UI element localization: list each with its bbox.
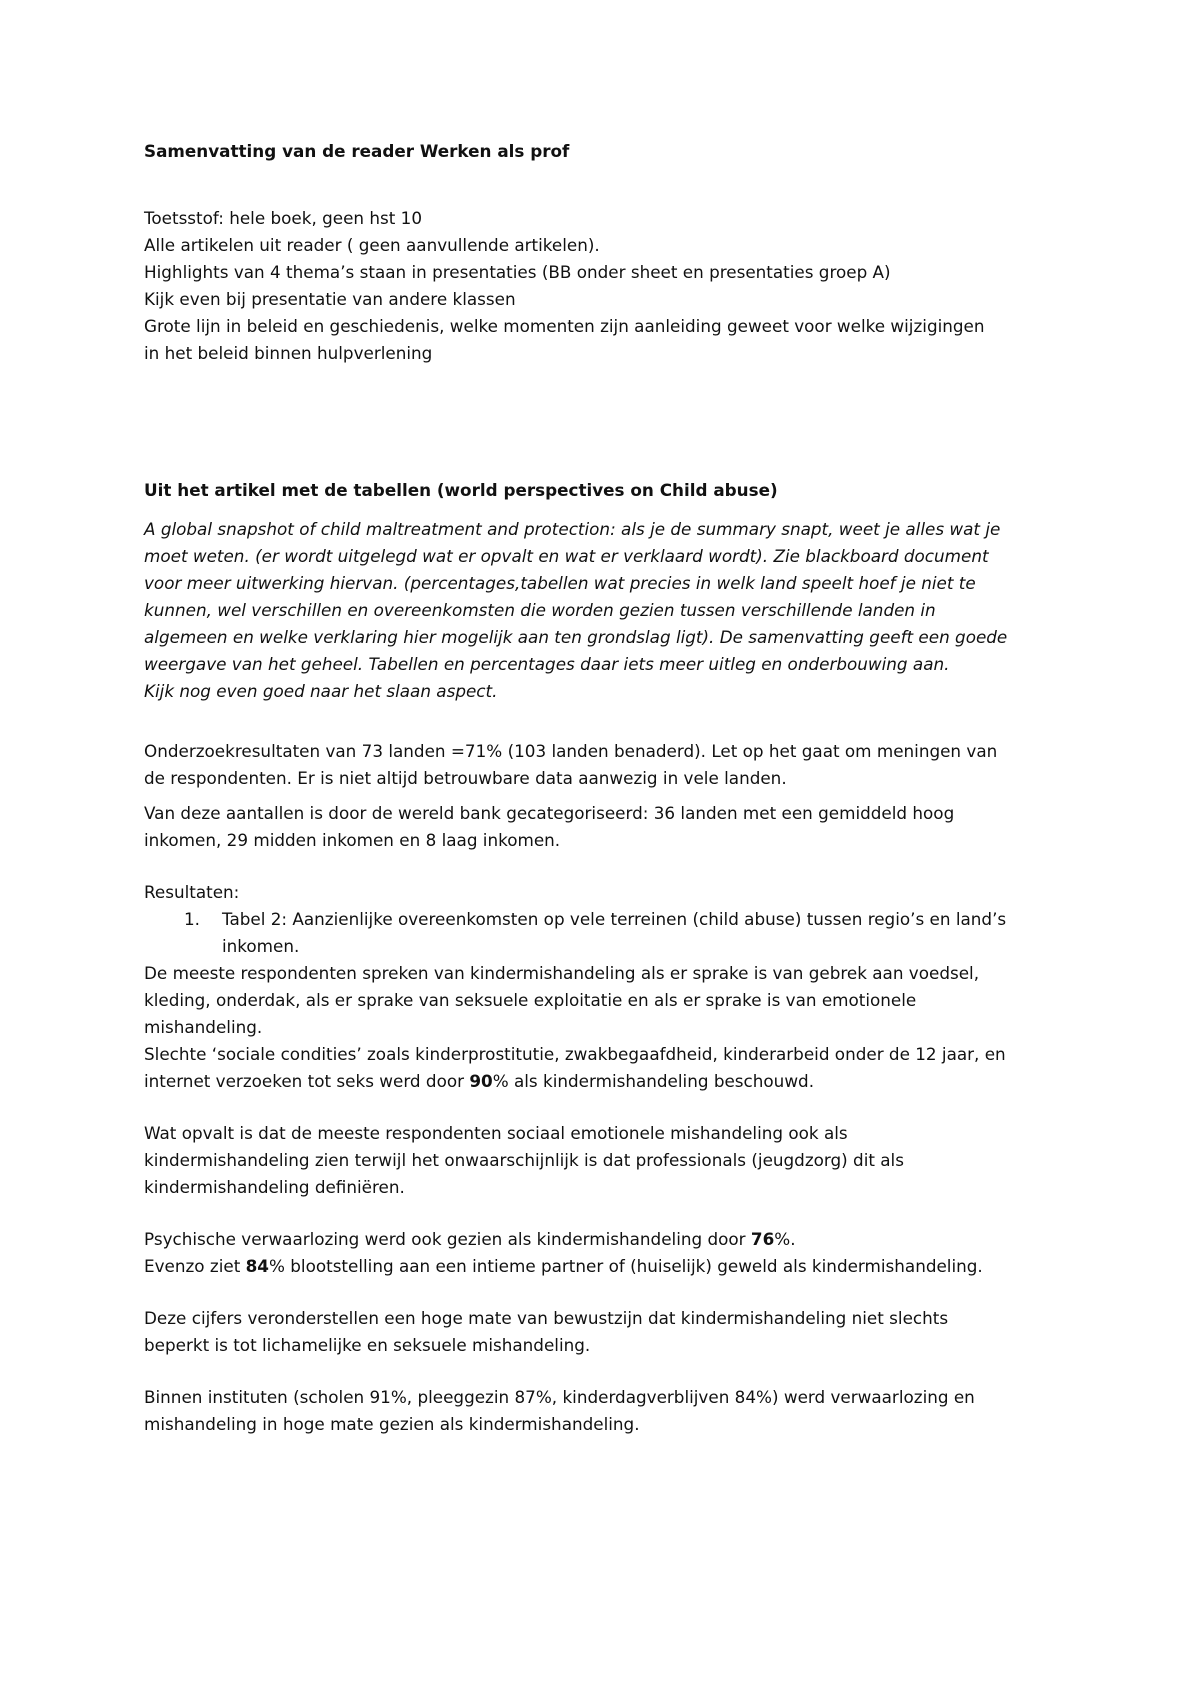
italic-line: A global snapshot of child maltreatment and protection: als je de summary snapt, weet je alles wat je — [144, 519, 1001, 539]
paragraph-line: de respondenten. Er is niet altijd betrouwbare data aanwezig in vele landen. — [144, 768, 787, 788]
spacer — [144, 1280, 1080, 1305]
spacer — [144, 1201, 1080, 1226]
list-number: 1. — [184, 909, 201, 929]
spacer — [144, 792, 1080, 800]
paragraph-line: Wat opvalt is dat de meeste respondenten sociaal emotionele mishandeling ook als — [144, 1123, 848, 1143]
italic-line: Kijk nog even goed naar het slaan aspect. — [144, 681, 498, 701]
list-text — [184, 906, 1080, 960]
paragraph-line: mishandeling in hoge mate gezien als kindermishandeling. — [144, 1414, 640, 1434]
spacer — [144, 1095, 1080, 1120]
text-run: % als kindermishandeling beschouwd. — [492, 1071, 815, 1091]
intro-line: Grote lijn in beleid en geschiedenis, welke momenten zijn aanleiding geweet voor welke wijzigingen — [144, 316, 985, 336]
paragraph-line: inkomen, 29 midden inkomen en 8 laag inkomen. — [144, 830, 561, 850]
social-conditions-paragraph — [144, 1041, 1080, 1095]
world-bank-paragraph — [144, 800, 1080, 854]
intro-paragraph — [144, 205, 1080, 367]
paragraph-line: Onderzoekresultaten van 73 landen =71% (103 landen benaderd). Let op het gaat om meningen van — [144, 741, 998, 761]
highlight-number: 76 — [750, 1229, 775, 1249]
paragraph-line: Deze cijfers veronderstellen een hoge mate van bewustzijn dat kindermishandeling niet slechts — [144, 1308, 949, 1328]
document-title: Samenvatting van de reader Werken als prof — [144, 141, 570, 161]
spacer — [144, 367, 1080, 477]
paragraph-line: Slechte ‘sociale condities’ zoals kinderprostitutie, zwakbegaafdheid, kinderarbeid onder de 12 jaar, en — [144, 1044, 1006, 1064]
paragraph-line: mishandeling. — [144, 1017, 263, 1037]
spacer — [144, 730, 1080, 738]
section-heading: Uit het artikel met de tabellen (world perspectives on Child abuse) — [144, 480, 778, 500]
spacer — [144, 854, 1080, 879]
paragraph-line: Binnen instituten (scholen 91%, pleeggezin 87%, kinderdagverblijven 84%) werd verwaarlozing en — [144, 1387, 975, 1407]
paragraph-line — [144, 1068, 1080, 1095]
highlight-number: 90 — [469, 1071, 493, 1091]
list-line: Tabel 2: Aanzienlijke overeenkomsten op vele terreinen (child abuse) tussen regio’s en land’s — [222, 909, 1007, 929]
observation-paragraph — [144, 1120, 1080, 1201]
intro-line: Kijk even bij presentatie van andere klassen — [144, 289, 516, 309]
list-line: inkomen. — [222, 936, 300, 956]
respondents-paragraph — [144, 960, 1080, 1041]
italic-note — [144, 516, 1080, 705]
paragraph-line — [144, 1253, 1080, 1280]
spacer — [144, 165, 1080, 205]
list-item — [144, 906, 1080, 960]
paragraph-line: kindermishandeling definiëren. — [144, 1177, 405, 1197]
results-label: Resultaten: — [144, 882, 240, 902]
text-run: Psychische verwaarlozing werd ook gezien als kindermishandeling door — [144, 1229, 751, 1249]
paragraph-line: kindermishandeling zien terwijl het onwaarschijnlijk is dat professionals (jeugdzorg) dit als — [144, 1150, 904, 1170]
paragraph-line: beperkt is tot lichamelijke en seksuele mishandeling. — [144, 1335, 591, 1355]
text-run: %. — [774, 1229, 796, 1249]
intro-line: Toetsstof: hele boek, geen hst 10 — [144, 208, 423, 228]
institutions-paragraph — [144, 1384, 1080, 1438]
italic-line: algemeen en welke verklaring hier mogelijk aan ten grondslag ligt). De samenvatting geeft een goede — [144, 627, 1008, 647]
italic-line: weergave van het geheel. Tabellen en percentages daar iets meer uitleg en onderbouwing aan. — [144, 654, 950, 674]
spacer — [144, 1359, 1080, 1384]
spacer — [144, 504, 1080, 516]
paragraph-line: Van deze aantallen is door de wereld bank gecategoriseerd: 36 landen met een gemiddeld hoog — [144, 803, 955, 823]
italic-line: kunnen, wel verschillen en overeenkomsten die worden gezien tussen verschillende landen in — [144, 600, 936, 620]
intro-line: Highlights van 4 thema’s staan in presentaties (BB onder sheet en presentaties groep A) — [144, 262, 891, 282]
italic-line: voor meer uitwerking hiervan. (percentages,tabellen wat precies in welk land speelt hoef je niet te — [144, 573, 976, 593]
neglect-paragraph — [144, 1226, 1080, 1280]
italic-line: moet weten. (er wordt uitgelegd wat er opvalt en wat er verklaard wordt). Zie blackboard document — [144, 546, 989, 566]
intro-line: Alle artikelen uit reader ( geen aanvullende artikelen). — [144, 235, 600, 255]
paragraph-line: De meeste respondenten spreken van kindermishandeling als er sprake is van gebrek aan voedsel, — [144, 963, 980, 983]
text-run: % blootstelling aan een intieme partner of (huiselijk) geweld als kindermishandeling. — [268, 1256, 983, 1276]
intro-line: in het beleid binnen hulpverlening — [144, 343, 433, 363]
paragraph-line: kleding, onderdak, als er sprake van seksuele exploitatie en als er sprake is van emotionele — [144, 990, 917, 1010]
paragraph-line — [144, 1226, 1080, 1253]
text-run: Evenzo ziet — [144, 1256, 246, 1276]
awareness-paragraph — [144, 1305, 1080, 1359]
research-results-paragraph — [144, 738, 1080, 792]
highlight-number: 84 — [245, 1256, 269, 1276]
text-run: internet verzoeken tot seks werd door — [144, 1071, 470, 1091]
spacer — [144, 705, 1080, 730]
